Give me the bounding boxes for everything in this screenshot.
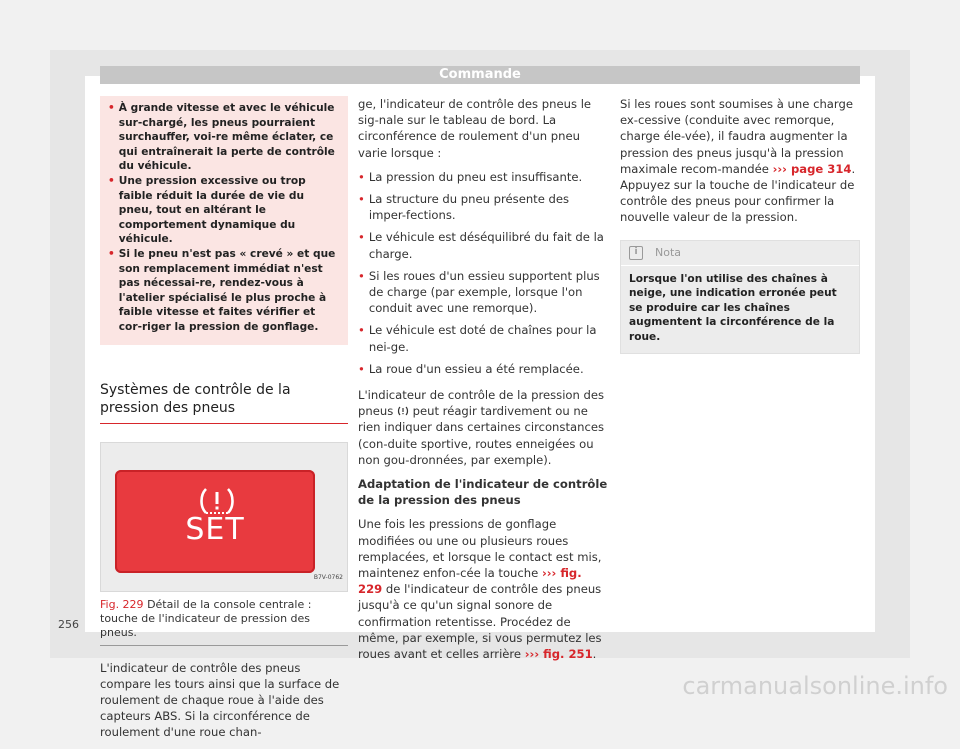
watermark: carmanualsonline.info: [682, 672, 948, 700]
note-header: [621, 241, 859, 266]
column-1: [100, 96, 348, 749]
list-item-text: Si les roues d'un essieu supportent plus de charge (par exemple, lorsque l'on conduit avec une remorque).: [368, 268, 600, 316]
page-number: 256: [58, 618, 79, 631]
figure-code: B7V-0762: [313, 574, 343, 582]
paragraph: [358, 387, 608, 468]
figure-link[interactable]: ››› fig. 251: [524, 647, 593, 662]
paragraph: ge, l'indicateur de contrôle des pneus le sig-nale sur le tableau de bord. La circonférence de roulement d'un pneu varie lorsque :: [358, 97, 592, 160]
paragraph-text: Une fois les pressions de gonflage modifiées ou une ou plusieurs roues remplacées, et lorsque le contact est mis, maintenez enfon-cée la touche: [358, 517, 602, 581]
bullet-icon: •: [358, 230, 365, 245]
column-3: [620, 96, 860, 354]
tire-pressure-icon: [397, 406, 409, 416]
list-item: [358, 169, 608, 185]
bullet-icon: •: [358, 192, 365, 207]
paragraph: [358, 516, 608, 662]
page-link[interactable]: ››› page 314: [772, 161, 852, 176]
paragraph-text: .: [592, 647, 597, 662]
list-item: [358, 191, 608, 223]
list-item-text: Le véhicule est déséquilibré du fait de la charge.: [368, 230, 604, 261]
list-item: [358, 361, 608, 377]
section-title: Systèmes de contrôle de la pression des pneus: [100, 381, 348, 424]
paragraph-text: peut réagir tardivement ou ne rien indiquer dans certaines circonstances (con-duite sportive, routes enneigées ou non gou-dronnées, par exemple).: [358, 404, 604, 467]
bullet-icon: •: [108, 174, 115, 187]
bullet-icon: •: [358, 361, 365, 376]
column-2: [358, 96, 608, 670]
bullet-icon: •: [358, 169, 365, 184]
paragraph-text: Si les roues sont soumises à une charge ex-cessive (conduite avec remorque, charge éle-vée), il faudra augmenter la pression des pneus jusqu'à la pression maximale recom-mandée: [620, 97, 853, 176]
warning-text: Si le pneu n'est pas « crevé » et que son remplacement immédiat n'est pas nécessai-re, rendez-vous à l'atelier spécialisé le plus proche à faible vitesse et faites vérifier et cor-riger la pression de gonflage.: [118, 247, 336, 333]
list-item-text: La roue d'un essieu a été remplacée.: [368, 361, 584, 376]
warning-item: [108, 101, 340, 174]
warning-text: Une pression excessive ou trop faible réduit la durée de vie du pneu, tout en altérant le comportement dynamique du véhicule.: [118, 174, 306, 246]
subheading: Adaptation de l'indicateur de contrôle de la pression des pneus: [358, 477, 608, 508]
warning-box: [100, 96, 348, 345]
note-title: Nota: [655, 245, 682, 259]
page-header: Commande: [100, 66, 860, 84]
caption-label: Fig. 229: [100, 597, 144, 611]
warning-item: [108, 174, 340, 247]
caption-text: Détail de la console centrale : touche de l'indicateur de pression des pneus.: [100, 597, 312, 639]
bullet-icon: •: [108, 247, 115, 260]
list-item: [358, 229, 608, 261]
figure-link[interactable]: ››› fig. 229: [358, 566, 582, 597]
note-text: Lorsque l'on utilise des chaînes à neige, une indication erronée peut se produire car les chaînes augmentent la circonférence de la roue.: [629, 272, 837, 343]
list-item-text: Le véhicule est doté de chaînes pour la nei-ge.: [368, 323, 597, 354]
paragraph: L'indicateur de contrôle des pneus compare les tours ainsi que la surface de roulement de chaque roue à l'aide des capteurs ABS. Si la circonférence de roulement d'une roue chan-: [100, 660, 340, 740]
warning-item: [108, 247, 340, 335]
paragraph-text: . Appuyez sur la touche de l'indicateur de contrôle des pneus pour confirmer la nouvelle valeur de la pression.: [620, 161, 856, 225]
paragraph: [620, 96, 860, 226]
warning-text: À grande vitesse et avec le véhicule sur-chargé, les pneus pourraient surchauffer, voi-re même éclater, ce qui entraînerait la perte de contrôle du véhicule.: [118, 102, 335, 173]
set-label: SET: [185, 511, 245, 547]
list-item-text: La pression du pneu est insuffisante.: [368, 169, 583, 184]
bullet-icon: •: [358, 323, 365, 338]
bullet-icon: •: [108, 102, 115, 114]
figure-caption: [100, 598, 348, 646]
note-box: [620, 240, 860, 354]
set-button-image: [115, 470, 315, 573]
bullet-icon: •: [358, 268, 365, 283]
list-item-text: La structure du pneu présente des imper-fections.: [368, 192, 570, 223]
paragraph-text: L'indicateur de contrôle de la pression des pneus: [358, 388, 605, 419]
info-icon: i: [629, 246, 643, 260]
paragraph-text: de l'indicateur de contrôle des pneus jusqu'à ce qu'un signal sonore de confirmation retentisse. Procédez de même, par exemple, si vous permutez les roues avant et celles arrière: [358, 582, 602, 662]
list-item: [358, 268, 608, 317]
list-item: [358, 322, 608, 354]
figure-229: [100, 442, 348, 592]
